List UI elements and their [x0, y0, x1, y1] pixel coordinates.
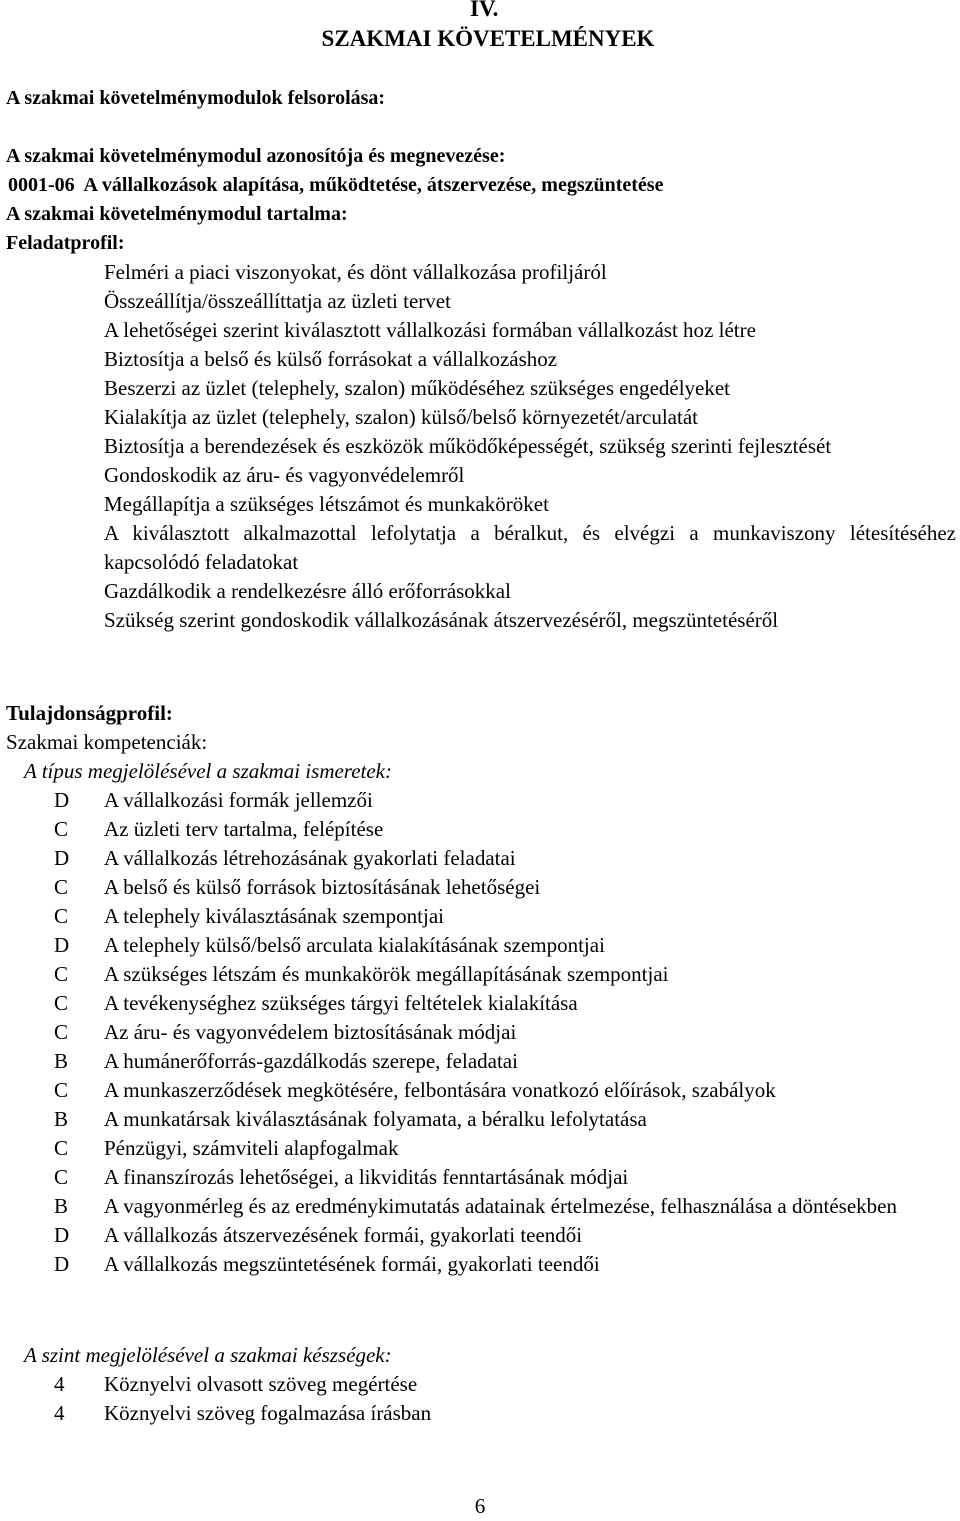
task-item: Kialakítja az üzlet (telephely, szalon) külső/belső környezetét/arculatát — [104, 405, 698, 429]
knowledge-level: C — [54, 875, 69, 899]
knowledge-text: A vállalkozás átszervezésének formái, gyakorlati teendői — [104, 1223, 583, 1247]
knowledge-item — [54, 1221, 954, 1250]
skill-level: 4 — [54, 1401, 65, 1425]
knowledge-level: C — [54, 1078, 69, 1102]
knowledge-text: A munkatársak kiválasztásának folyamata, a béralku lefolytatása — [104, 1107, 647, 1131]
modules-list-heading: A szakmai követelménymodulok felsorolása: — [6, 87, 386, 109]
knowledge-item — [54, 1134, 954, 1163]
module-content-heading: A szakmai követelménymodul tartalma: — [6, 203, 348, 225]
knowledge-level: B — [54, 1049, 69, 1073]
knowledge-item — [54, 873, 954, 902]
property-profile-heading: Tulajdonságprofil: — [6, 701, 173, 725]
knowledge-level: C — [54, 962, 69, 986]
knowledge-item — [54, 1250, 954, 1279]
task-item: Megállapítja a szükséges létszámot és munkaköröket — [104, 492, 549, 516]
task-item: Szükség szerint gondoskodik vállalkozásának átszervezéséről, megszüntetéséről — [104, 608, 779, 632]
skills-list — [54, 1370, 954, 1428]
module-id-heading: A szakmai követelménymodul azonosítója és megnevezése: — [6, 145, 506, 167]
knowledge-level: B — [54, 1194, 69, 1218]
knowledge-item — [54, 1192, 954, 1221]
knowledge-item — [54, 989, 954, 1018]
knowledge-item — [54, 1163, 954, 1192]
module-name: 0001-06 A vállalkozások alapítása, működtetése, átszervezése, megszüntetése — [8, 174, 664, 196]
task-item: Biztosítja a belső és külső forrásokat a vállalkozáshoz — [104, 347, 558, 371]
knowledge-level: D — [54, 1223, 70, 1247]
knowledge-text: Az áru- és vagyonvédelem biztosításának módjai — [104, 1020, 517, 1044]
skill-text: Köznyelvi szöveg fogalmazása írásban — [104, 1401, 432, 1425]
knowledge-item — [54, 1076, 954, 1105]
knowledge-level: C — [54, 817, 69, 841]
task-item: Felméri a piaci viszonyokat, és dönt vállalkozása profiljáról — [104, 260, 607, 284]
knowledge-item — [54, 931, 954, 960]
task-item: Gondoskodik az áru- és vagyonvédelemről — [104, 463, 465, 487]
task-item: A kiválasztott alkalmazottal lefolytatja a béralkut, és elvégzi a munkaviszony létesítéséhez kapcsolódó feladatokat — [104, 521, 956, 574]
knowledge-item — [54, 1018, 954, 1047]
knowledge-level: D — [54, 933, 70, 957]
knowledge-text: A humánerőforrás-gazdálkodás szerepe, feladatai — [104, 1049, 518, 1073]
task-item: Biztosítja a berendezések és eszközök működőképességét, szükség szerinti fejlesztését — [104, 434, 832, 458]
task-item: Összeállítja/összeállíttatja az üzleti tervet — [104, 289, 451, 313]
knowledge-text: A vállalkozási formák jellemzői — [104, 788, 373, 812]
task-item: Beszerzi az üzlet (telephely, szalon) működéséhez szükséges engedélyeket — [104, 376, 731, 400]
knowledge-text: A vagyonmérleg és az eredménykimutatás adatainak értelmezése, felhasználása a döntésekben — [104, 1194, 897, 1218]
knowledge-text: A tevékenységhez szükséges tárgyi feltételek kialakítása — [104, 991, 578, 1015]
knowledge-text: A belső és külső források biztosításának lehetőségei — [104, 875, 541, 899]
knowledge-item — [54, 844, 954, 873]
knowledge-text: A telephely kiválasztásának szempontjai — [104, 904, 444, 928]
knowledge-item — [54, 1105, 954, 1134]
knowledge-level: D — [54, 846, 70, 870]
knowledge-list — [54, 786, 954, 1279]
knowledge-level: C — [54, 1136, 69, 1160]
chapter-number: IV. — [470, 0, 499, 21]
competencies-label: Szakmai kompetenciák: — [6, 730, 208, 754]
skill-text: Köznyelvi olvasott szöveg megértése — [104, 1372, 418, 1396]
task-profile-heading: Feladatprofil: — [6, 232, 125, 254]
knowledge-level: C — [54, 904, 69, 928]
knowledge-level: C — [54, 1165, 69, 1189]
chapter-title: SZAKMAI KÖVETELMÉNYEK — [321, 26, 655, 51]
knowledge-item — [54, 960, 954, 989]
knowledge-level: C — [54, 1020, 69, 1044]
task-profile-list — [104, 258, 956, 635]
knowledge-item — [54, 815, 954, 844]
knowledge-text: A munkaszerződések megkötésére, felbontására vonatkozó előírások, szabályok — [104, 1078, 776, 1102]
knowledge-text: A vállalkozás létrehozásának gyakorlati feladatai — [104, 846, 516, 870]
skill-item — [54, 1370, 954, 1399]
knowledge-level: D — [54, 788, 70, 812]
knowledge-text: A szükséges létszám és munkakörök megállapításának szempontjai — [104, 962, 669, 986]
knowledge-text: A vállalkozás megszüntetésének formái, gyakorlati teendői — [104, 1252, 600, 1276]
knowledge-level: C — [54, 991, 69, 1015]
knowledge-heading: A típus megjelölésével a szakmai ismeretek: — [24, 759, 392, 783]
task-item: Gazdálkodik a rendelkezésre álló erőforrásokkal — [104, 579, 511, 603]
task-item: A lehetőségei szerint kiválasztott vállalkozási formában vállalkozást hoz létre — [104, 318, 756, 342]
knowledge-text: A finanszírozás lehetőségei, a likviditás fenntartásának módjai — [104, 1165, 629, 1189]
knowledge-text: Pénzügyi, számviteli alapfogalmak — [104, 1136, 399, 1160]
knowledge-item — [54, 902, 954, 931]
skill-level: 4 — [54, 1372, 65, 1396]
knowledge-item — [54, 1047, 954, 1076]
skills-heading: A szint megjelölésével a szakmai készségek: — [24, 1343, 392, 1367]
knowledge-text: Az üzleti terv tartalma, felépítése — [104, 817, 384, 841]
skill-item — [54, 1399, 954, 1428]
knowledge-level: D — [54, 1252, 70, 1276]
page-number: 6 — [474, 1494, 486, 1518]
knowledge-text: A telephely külső/belső arculata kialakításának szempontjai — [104, 933, 605, 957]
knowledge-item — [54, 786, 954, 815]
knowledge-level: B — [54, 1107, 69, 1131]
